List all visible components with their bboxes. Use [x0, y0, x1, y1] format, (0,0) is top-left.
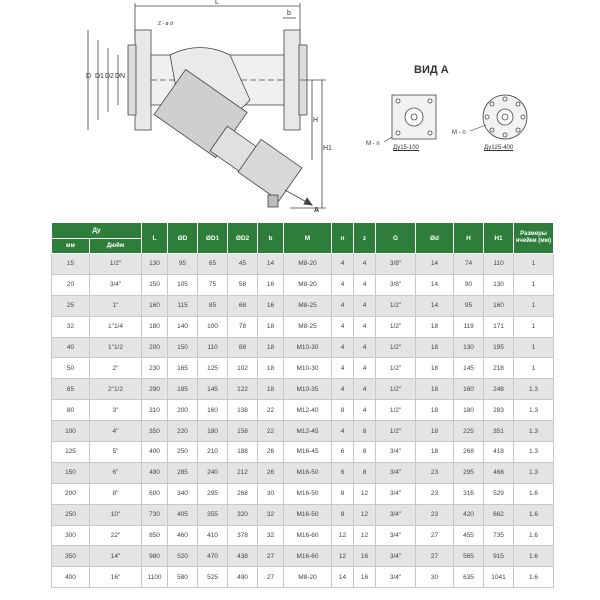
table-cell: 15: [52, 254, 90, 275]
table-cell: 980: [142, 546, 168, 567]
table-cell: 16: [354, 567, 376, 588]
table-cell: 145: [198, 379, 228, 400]
table-cell: 22: [258, 421, 284, 442]
table-cell: 10": [90, 504, 142, 525]
table-cell: 105: [168, 274, 198, 295]
table-cell: 1.6: [514, 525, 554, 546]
table-cell: 4": [90, 421, 142, 442]
table-cell: 6: [332, 462, 354, 483]
table-cell: 27: [416, 525, 454, 546]
table-cell: 200: [168, 400, 198, 421]
table-cell: 50: [52, 358, 90, 379]
table-cell: 14: [416, 274, 454, 295]
table-cell: 735: [484, 525, 514, 546]
table-row: [52, 504, 554, 525]
table-cell: 65: [198, 254, 228, 275]
table-cell: 75: [198, 274, 228, 295]
table-row: [52, 421, 554, 442]
table-cell: 30: [258, 483, 284, 504]
table-cell: 3/8": [376, 254, 416, 275]
table-cell: 248: [484, 379, 514, 400]
table-cell: M8-25: [284, 316, 332, 337]
table-cell: 225: [454, 421, 484, 442]
specification-table-wrapper: [51, 222, 553, 588]
table-cell: 3/4": [376, 462, 416, 483]
table-cell: M8-20: [284, 274, 332, 295]
table-cell: 418: [484, 442, 514, 463]
table-cell: 90: [454, 274, 484, 295]
table-cell: 283: [484, 400, 514, 421]
header-z: z: [354, 223, 376, 254]
table-cell: 3/4": [376, 483, 416, 504]
header-D2: ØD2: [228, 223, 258, 254]
table-cell: 438: [228, 546, 258, 567]
table-cell: 3/4": [376, 525, 416, 546]
table-cell: 290: [142, 379, 168, 400]
header-M: M: [284, 223, 332, 254]
table-cell: 160: [454, 379, 484, 400]
dim-b-label: b: [287, 10, 291, 17]
table-cell: 18: [416, 358, 454, 379]
table-cell: 1"1/4: [90, 316, 142, 337]
table-cell: 480: [142, 462, 168, 483]
table-cell: 160: [142, 295, 168, 316]
table-cell: M16-60: [284, 525, 332, 546]
table-cell: 600: [142, 483, 168, 504]
table-cell: 5": [90, 442, 142, 463]
table-cell: 14: [258, 254, 284, 275]
table-cell: 145: [454, 358, 484, 379]
view-a-mn-label-2: M - n: [452, 130, 466, 136]
table-cell: 1.3: [514, 421, 554, 442]
table-cell: 100: [52, 421, 90, 442]
table-cell: 14": [90, 546, 142, 567]
table-cell: 88: [228, 337, 258, 358]
table-cell: 140: [168, 316, 198, 337]
table-cell: M10-30: [284, 358, 332, 379]
table-cell: 1.6: [514, 546, 554, 567]
table-cell: 125: [52, 442, 90, 463]
table-cell: 25: [52, 295, 90, 316]
table-cell: 4: [354, 400, 376, 421]
table-cell: 68: [228, 295, 258, 316]
table-cell: 520: [168, 546, 198, 567]
table-cell: 115: [168, 295, 198, 316]
view-a-mn-label-1: M - n: [366, 141, 380, 147]
table-cell: M8-20: [284, 254, 332, 275]
table-cell: 119: [454, 316, 484, 337]
table-cell: 565: [454, 546, 484, 567]
table-cell: 210: [198, 442, 228, 463]
table-cell: 4: [354, 274, 376, 295]
table-cell: 130: [142, 254, 168, 275]
table-cell: 78: [228, 316, 258, 337]
table-cell: 150: [142, 274, 168, 295]
table-cell: 3/8": [376, 274, 416, 295]
table-cell: 1.6: [514, 483, 554, 504]
table-cell: 18: [416, 316, 454, 337]
table-cell: M12-40: [284, 400, 332, 421]
table-cell: 12: [332, 525, 354, 546]
table-row: [52, 400, 554, 421]
table-cell: M10-35: [284, 379, 332, 400]
table-cell: 58: [228, 274, 258, 295]
table-cell: 4: [332, 337, 354, 358]
header-mm: мм: [52, 239, 90, 254]
table-cell: 4: [332, 421, 354, 442]
table-cell: 6: [332, 442, 354, 463]
table-cell: 195: [484, 337, 514, 358]
table-cell: 14: [332, 567, 354, 588]
header-H: H: [454, 223, 484, 254]
table-cell: 12: [332, 546, 354, 567]
specification-table: [51, 222, 554, 588]
table-cell: 316: [454, 483, 484, 504]
table-cell: 4: [354, 379, 376, 400]
table-row: [52, 525, 554, 546]
table-cell: 400: [52, 567, 90, 588]
table-cell: 490: [228, 567, 258, 588]
table-cell: 4: [354, 254, 376, 275]
table-cell: 74: [454, 254, 484, 275]
table-cell: 1/2": [376, 379, 416, 400]
table-cell: 165: [168, 358, 198, 379]
table-cell: 95: [168, 254, 198, 275]
table-row: [52, 274, 554, 295]
table-cell: 110: [198, 337, 228, 358]
table-cell: 6": [90, 462, 142, 483]
table-cell: 1.3: [514, 400, 554, 421]
table-row: [52, 316, 554, 337]
table-cell: 1/2": [376, 400, 416, 421]
table-cell: 180: [198, 421, 228, 442]
table-cell: 350: [52, 546, 90, 567]
header-mesh-size: Размеры ячейки (мм): [514, 223, 554, 254]
table-cell: 18: [258, 358, 284, 379]
table-cell: 16: [258, 295, 284, 316]
table-cell: 1/2": [376, 358, 416, 379]
table-cell: 180: [454, 400, 484, 421]
table-cell: M12-45: [284, 421, 332, 442]
table-cell: 65: [52, 379, 90, 400]
table-cell: 23: [416, 504, 454, 525]
view-a-round-flange: [483, 95, 527, 139]
table-cell: M16-50: [284, 483, 332, 504]
header-d: Ød: [416, 223, 454, 254]
view-a-title: ВИД А: [414, 64, 449, 76]
dim-D-label: D: [86, 73, 92, 80]
table-cell: 158: [228, 421, 258, 442]
dim-L-label: L: [215, 0, 219, 6]
table-cell: 1.3: [514, 442, 554, 463]
table-cell: 420: [454, 504, 484, 525]
table-cell: 160: [484, 295, 514, 316]
table-cell: 4: [354, 316, 376, 337]
table-cell: 355: [198, 504, 228, 525]
table-cell: 2": [90, 358, 142, 379]
table-cell: 3": [90, 400, 142, 421]
table-cell: 1: [514, 295, 554, 316]
table-cell: 405: [168, 504, 198, 525]
table-cell: M16-50: [284, 462, 332, 483]
table-cell: 1/2": [376, 337, 416, 358]
table-row: [52, 337, 554, 358]
table-cell: 18: [416, 337, 454, 358]
table-cell: 18: [258, 316, 284, 337]
table-cell: 460: [168, 525, 198, 546]
strainer-drawing: [0, 0, 600, 222]
table-cell: 12: [354, 483, 376, 504]
table-cell: M16-45: [284, 442, 332, 463]
table-row: [52, 462, 554, 483]
table-cell: 188: [228, 442, 258, 463]
table-cell: 3/4": [376, 504, 416, 525]
table-cell: 26: [258, 462, 284, 483]
table-cell: 4: [354, 295, 376, 316]
table-cell: 1.6: [514, 504, 554, 525]
table-row: [52, 254, 554, 275]
table-cell: 180: [142, 316, 168, 337]
table-cell: 468: [484, 462, 514, 483]
table-cell: 455: [454, 525, 484, 546]
table-cell: 12: [354, 504, 376, 525]
table-row: [52, 379, 554, 400]
table-cell: 300: [52, 525, 90, 546]
header-inch: Дюйм: [90, 239, 142, 254]
table-cell: 130: [484, 274, 514, 295]
table-row: [52, 442, 554, 463]
table-cell: 1: [514, 254, 554, 275]
table-cell: 410: [198, 525, 228, 546]
table-cell: 18: [258, 379, 284, 400]
table-cell: 340: [168, 483, 198, 504]
table-row: [52, 295, 554, 316]
table-row: [52, 546, 554, 567]
table-cell: 14: [416, 254, 454, 275]
table-cell: 351: [484, 421, 514, 442]
table-cell: 580: [168, 567, 198, 588]
table-cell: 320: [228, 504, 258, 525]
table-cell: 8: [332, 483, 354, 504]
table-cell: 27: [258, 546, 284, 567]
technical-drawing: [0, 0, 600, 222]
table-cell: 171: [484, 316, 514, 337]
table-cell: 85: [198, 295, 228, 316]
dim-H1-label: H1: [323, 145, 332, 152]
table-cell: 122: [228, 379, 258, 400]
table-cell: 3/4": [376, 567, 416, 588]
table-cell: 18: [416, 400, 454, 421]
table-cell: 45: [228, 254, 258, 275]
table-cell: 310: [142, 400, 168, 421]
table-cell: 1041: [484, 567, 514, 588]
table-cell: 32: [52, 316, 90, 337]
table-cell: 26: [258, 442, 284, 463]
table-cell: 2"1/2: [90, 379, 142, 400]
table-row: [52, 483, 554, 504]
dim-z-label: Z - ø d: [158, 21, 173, 27]
table-cell: 8: [332, 504, 354, 525]
table-cell: 1100: [142, 567, 168, 588]
table-cell: 200: [142, 337, 168, 358]
table-cell: 22: [258, 400, 284, 421]
table-cell: 100: [198, 316, 228, 337]
table-cell: 8: [354, 421, 376, 442]
table-cell: 378: [228, 525, 258, 546]
table-cell: 16": [90, 567, 142, 588]
table-cell: 4: [354, 337, 376, 358]
header-D: ØD: [168, 223, 198, 254]
table-cell: 1.3: [514, 379, 554, 400]
header-L: L: [142, 223, 168, 254]
header-H1: H1: [484, 223, 514, 254]
table-cell: M16-60: [284, 546, 332, 567]
table-cell: 350: [142, 421, 168, 442]
table-cell: 1.6: [514, 567, 554, 588]
table-cell: 1: [514, 358, 554, 379]
table-cell: 4: [332, 254, 354, 275]
table-cell: 1: [514, 274, 554, 295]
table-cell: 14: [416, 295, 454, 316]
view-a-caption-dn125-400: Ду125-400: [484, 145, 514, 151]
table-cell: 1"1/2: [90, 337, 142, 358]
table-cell: 18: [416, 442, 454, 463]
table-cell: 250: [52, 504, 90, 525]
table-cell: 150: [168, 337, 198, 358]
table-cell: 18: [416, 379, 454, 400]
table-cell: 3/4": [90, 274, 142, 295]
table-cell: M8-25: [284, 295, 332, 316]
table-cell: 1/2": [90, 254, 142, 275]
table-cell: 4: [332, 379, 354, 400]
dim-D1-label: D1: [95, 73, 104, 80]
table-row: [52, 358, 554, 379]
table-cell: 1/2": [376, 421, 416, 442]
table-cell: 400: [142, 442, 168, 463]
table-cell: 268: [454, 442, 484, 463]
table-cell: 635: [454, 567, 484, 588]
table-cell: 1/2": [376, 295, 416, 316]
header-G: G: [376, 223, 416, 254]
table-cell: 20: [52, 274, 90, 295]
table-cell: 8": [90, 483, 142, 504]
specification-table-body: [52, 254, 554, 588]
table-cell: 525: [198, 567, 228, 588]
table-cell: 295: [454, 462, 484, 483]
table-cell: 250: [168, 442, 198, 463]
table-cell: 138: [228, 400, 258, 421]
view-a-caption-dn15-100: Ду15-100: [393, 145, 419, 151]
table-cell: 16: [258, 274, 284, 295]
dim-D2-label: D2: [105, 73, 114, 80]
table-cell: 3/4": [376, 442, 416, 463]
table-cell: 23: [416, 462, 454, 483]
table-cell: 27: [416, 546, 454, 567]
table-cell: 125: [198, 358, 228, 379]
table-cell: 268: [228, 483, 258, 504]
header-b: b: [258, 223, 284, 254]
table-cell: 8: [332, 400, 354, 421]
table-cell: 3/4": [376, 546, 416, 567]
table-cell: 22": [90, 525, 142, 546]
table-cell: 200: [52, 483, 90, 504]
table-cell: 662: [484, 504, 514, 525]
table-cell: 4: [332, 295, 354, 316]
table-cell: 16: [354, 546, 376, 567]
table-cell: 40: [52, 337, 90, 358]
table-cell: 218: [484, 358, 514, 379]
table-cell: 102: [228, 358, 258, 379]
table-cell: 185: [168, 379, 198, 400]
table-cell: 12: [354, 525, 376, 546]
table-cell: 8: [354, 462, 376, 483]
table-cell: 1.3: [514, 462, 554, 483]
view-arrow-A-label: A: [314, 207, 320, 214]
table-cell: M10-30: [284, 337, 332, 358]
table-cell: 80: [52, 400, 90, 421]
table-cell: 915: [484, 546, 514, 567]
table-cell: 240: [198, 462, 228, 483]
header-D1: ØD1: [198, 223, 228, 254]
table-cell: 1/2": [376, 316, 416, 337]
dim-DN-label: DN: [115, 73, 126, 80]
table-cell: 110: [484, 254, 514, 275]
table-cell: 1: [514, 316, 554, 337]
table-cell: 150: [52, 462, 90, 483]
table-cell: 8: [354, 442, 376, 463]
table-cell: M16-50: [284, 504, 332, 525]
table-cell: 160: [198, 400, 228, 421]
header-dy: Ду: [52, 223, 142, 239]
table-cell: 130: [454, 337, 484, 358]
table-cell: 4: [332, 274, 354, 295]
table-cell: 470: [198, 546, 228, 567]
dim-H-label: H: [313, 117, 319, 124]
table-cell: 27: [258, 567, 284, 588]
table-cell: 529: [484, 483, 514, 504]
table-cell: 23: [416, 483, 454, 504]
header-n: n: [332, 223, 354, 254]
table-cell: 230: [142, 358, 168, 379]
table-cell: 4: [332, 358, 354, 379]
table-cell: 18: [258, 337, 284, 358]
table-cell: 1": [90, 295, 142, 316]
table-cell: 32: [258, 504, 284, 525]
table-cell: 4: [332, 316, 354, 337]
table-cell: 285: [168, 462, 198, 483]
table-cell: 850: [142, 525, 168, 546]
view-a-square-flange: [392, 95, 436, 139]
table-cell: 32: [258, 525, 284, 546]
table-cell: 18: [416, 421, 454, 442]
table-cell: 295: [198, 483, 228, 504]
table-cell: M8-20: [284, 567, 332, 588]
table-row: [52, 567, 554, 588]
table-cell: 730: [142, 504, 168, 525]
table-cell: 220: [168, 421, 198, 442]
table-cell: 212: [228, 462, 258, 483]
table-cell: 1: [514, 337, 554, 358]
table-cell: 30: [416, 567, 454, 588]
table-cell: 4: [354, 358, 376, 379]
table-cell: 95: [454, 295, 484, 316]
